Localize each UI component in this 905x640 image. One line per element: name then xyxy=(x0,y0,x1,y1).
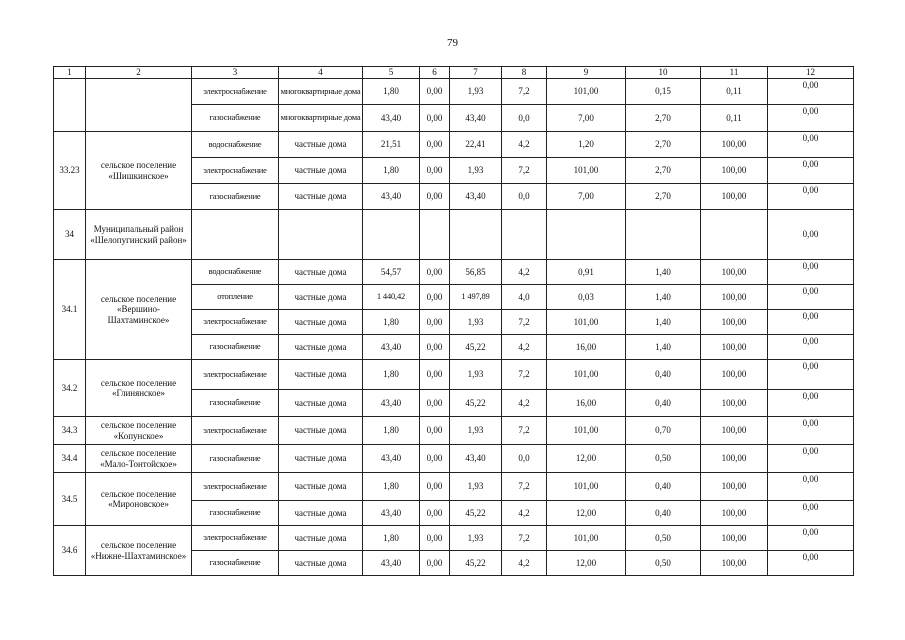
value-cell: 1,80 xyxy=(363,473,420,501)
housing-type-cell: многоквартирные дома xyxy=(279,79,363,105)
value-cell: 100,00 xyxy=(701,184,768,210)
value-cell: 0,00 xyxy=(768,310,854,335)
value-cell: 1,40 xyxy=(626,285,701,310)
value-cell: 1,80 xyxy=(363,310,420,335)
value-cell: 0,40 xyxy=(626,360,701,390)
value-cell: 22,41 xyxy=(450,132,502,158)
table-row xyxy=(54,260,854,285)
value-cell: 100,00 xyxy=(701,445,768,473)
value-cell: 21,51 xyxy=(363,132,420,158)
value-cell: 100,00 xyxy=(701,360,768,390)
value-cell: 0,00 xyxy=(768,551,854,576)
service-cell: газоснабжение xyxy=(192,184,279,210)
service-cell: электроснабжение xyxy=(192,417,279,445)
value-cell xyxy=(363,210,420,260)
value-cell: 43,40 xyxy=(363,105,420,132)
header-row xyxy=(54,67,854,79)
table-row xyxy=(54,360,854,390)
value-cell: 2,70 xyxy=(626,132,701,158)
value-cell: 12,00 xyxy=(547,445,626,473)
value-cell: 1,93 xyxy=(450,310,502,335)
service-cell: электроснабжение xyxy=(192,158,279,184)
housing-type-cell: частные дома xyxy=(279,335,363,360)
settlement-cell: сельское поселение «Глинянское» xyxy=(86,360,192,417)
value-cell: 100,00 xyxy=(701,335,768,360)
value-cell: 12,00 xyxy=(547,501,626,526)
value-cell: 1,40 xyxy=(626,310,701,335)
value-cell: 100,00 xyxy=(701,501,768,526)
value-cell: 0,50 xyxy=(626,526,701,551)
value-cell: 0,00 xyxy=(768,501,854,526)
value-cell: 0,00 xyxy=(420,390,450,417)
row-number-cell: 34.6 xyxy=(54,526,86,576)
value-cell: 0,0 xyxy=(502,184,547,210)
value-cell: 100,00 xyxy=(701,551,768,576)
value-cell: 0,00 xyxy=(768,526,854,551)
value-cell: 1,80 xyxy=(363,417,420,445)
service-cell: электроснабжение xyxy=(192,526,279,551)
value-cell: 0,00 xyxy=(768,473,854,501)
value-cell: 0,03 xyxy=(547,285,626,310)
value-cell: 43,40 xyxy=(450,445,502,473)
value-cell: 0,00 xyxy=(768,158,854,184)
value-cell: 0,91 xyxy=(547,260,626,285)
value-cell: 2,70 xyxy=(626,158,701,184)
value-cell: 1,93 xyxy=(450,158,502,184)
service-cell: электроснабжение xyxy=(192,79,279,105)
housing-type-cell: частные дома xyxy=(279,285,363,310)
value-cell: 0,11 xyxy=(701,105,768,132)
housing-type-cell: частные дома xyxy=(279,417,363,445)
value-cell: 0,00 xyxy=(420,551,450,576)
tariff-table xyxy=(53,66,854,576)
value-cell: 1 497,89 xyxy=(450,285,502,310)
value-cell: 1,40 xyxy=(626,335,701,360)
value-cell xyxy=(450,210,502,260)
value-cell: 101,00 xyxy=(547,360,626,390)
value-cell: 0,40 xyxy=(626,390,701,417)
row-number-cell: 34.3 xyxy=(54,417,86,445)
value-cell: 0,00 xyxy=(768,184,854,210)
value-cell: 100,00 xyxy=(701,310,768,335)
value-cell: 0,00 xyxy=(420,310,450,335)
housing-type-cell: частные дома xyxy=(279,260,363,285)
column-header: 5 xyxy=(363,67,420,79)
settlement-cell: сельское поселение «Вершино-Шахтаминское» xyxy=(86,260,192,360)
value-cell: 45,22 xyxy=(450,390,502,417)
value-cell: 43,40 xyxy=(363,501,420,526)
value-cell: 1,80 xyxy=(363,360,420,390)
value-cell: 1 440,42 xyxy=(363,285,420,310)
value-cell: 100,00 xyxy=(701,285,768,310)
value-cell: 2,70 xyxy=(626,184,701,210)
column-header: 6 xyxy=(420,67,450,79)
value-cell: 101,00 xyxy=(547,473,626,501)
value-cell: 0,0 xyxy=(502,445,547,473)
value-cell: 7,2 xyxy=(502,79,547,105)
value-cell: 16,00 xyxy=(547,390,626,417)
service-cell: электроснабжение xyxy=(192,473,279,501)
value-cell: 43,40 xyxy=(363,184,420,210)
value-cell: 1,40 xyxy=(626,260,701,285)
value-cell: 43,40 xyxy=(450,105,502,132)
value-cell: 100,00 xyxy=(701,390,768,417)
column-header: 4 xyxy=(279,67,363,79)
table-row xyxy=(54,417,854,445)
housing-type-cell: частные дома xyxy=(279,473,363,501)
value-cell: 7,2 xyxy=(502,417,547,445)
settlement-cell xyxy=(86,79,192,132)
value-cell: 1,20 xyxy=(547,132,626,158)
service-cell: газоснабжение xyxy=(192,335,279,360)
value-cell: 43,40 xyxy=(363,551,420,576)
service-cell: электроснабжение xyxy=(192,310,279,335)
table-row xyxy=(54,79,854,105)
value-cell: 0,00 xyxy=(420,473,450,501)
row-number-cell: 34.1 xyxy=(54,260,86,360)
value-cell xyxy=(420,210,450,260)
service-cell: газоснабжение xyxy=(192,551,279,576)
value-cell: 0,50 xyxy=(626,445,701,473)
settlement-cell: сельское поселение «Мало-Тонтойское» xyxy=(86,445,192,473)
value-cell: 56,85 xyxy=(450,260,502,285)
column-header: 11 xyxy=(701,67,768,79)
value-cell: 100,00 xyxy=(701,132,768,158)
value-cell: 4,2 xyxy=(502,501,547,526)
table-row xyxy=(54,473,854,501)
housing-type-cell: частные дома xyxy=(279,390,363,417)
value-cell: 7,00 xyxy=(547,105,626,132)
settlement-cell: сельское поселение «Шишкинское» xyxy=(86,132,192,210)
settlement-cell: сельское поселение «Мироновское» xyxy=(86,473,192,526)
value-cell: 7,2 xyxy=(502,360,547,390)
value-cell: 1,80 xyxy=(363,158,420,184)
value-cell: 0,00 xyxy=(420,417,450,445)
value-cell: 0,00 xyxy=(420,285,450,310)
service-cell: газоснабжение xyxy=(192,390,279,417)
value-cell: 101,00 xyxy=(547,526,626,551)
settlement-cell: сельское поселение «Нижне-Шахтаминское» xyxy=(86,526,192,576)
service-cell: электроснабжение xyxy=(192,360,279,390)
row-number-cell: 34.5 xyxy=(54,473,86,526)
housing-type-cell: частные дома xyxy=(279,501,363,526)
value-cell: 100,00 xyxy=(701,417,768,445)
housing-type-cell: частные дома xyxy=(279,551,363,576)
settlement-cell: сельское поселение «Копунское» xyxy=(86,417,192,445)
service-cell: водоснабжение xyxy=(192,260,279,285)
value-cell: 43,40 xyxy=(363,390,420,417)
table-row xyxy=(54,526,854,551)
value-cell: 101,00 xyxy=(547,310,626,335)
value-cell: 1,93 xyxy=(450,79,502,105)
value-cell: 100,00 xyxy=(701,158,768,184)
service-cell: газоснабжение xyxy=(192,105,279,132)
value-cell: 101,00 xyxy=(547,417,626,445)
value-cell: 0,15 xyxy=(626,79,701,105)
value-cell: 100,00 xyxy=(701,473,768,501)
value-cell: 0,00 xyxy=(420,105,450,132)
housing-type-cell: частные дома xyxy=(279,158,363,184)
value-cell: 0,00 xyxy=(420,360,450,390)
value-cell: 0,00 xyxy=(768,390,854,417)
row-number-cell xyxy=(54,79,86,132)
housing-type-cell: многоквартирные дома xyxy=(279,105,363,132)
value-cell: 0,00 xyxy=(768,417,854,445)
value-cell: 16,00 xyxy=(547,335,626,360)
settlement-cell: Муниципальный район «Шелопугинский район» xyxy=(86,210,192,260)
value-cell: 1,93 xyxy=(450,473,502,501)
value-cell: 0,50 xyxy=(626,551,701,576)
column-header: 9 xyxy=(547,67,626,79)
column-header: 3 xyxy=(192,67,279,79)
value-cell: 0,00 xyxy=(768,210,854,260)
value-cell: 0,00 xyxy=(420,132,450,158)
value-cell: 2,70 xyxy=(626,105,701,132)
value-cell: 4,0 xyxy=(502,285,547,310)
value-cell: 0,00 xyxy=(768,445,854,473)
column-header: 1 xyxy=(54,67,86,79)
value-cell: 0,00 xyxy=(768,335,854,360)
housing-type-cell: частные дома xyxy=(279,526,363,551)
value-cell: 100,00 xyxy=(701,260,768,285)
value-cell: 0,00 xyxy=(768,260,854,285)
row-number-cell: 34.4 xyxy=(54,445,86,473)
value-cell: 0,00 xyxy=(420,79,450,105)
value-cell: 7,2 xyxy=(502,473,547,501)
value-cell: 0,11 xyxy=(701,79,768,105)
value-cell: 4,2 xyxy=(502,132,547,158)
value-cell: 100,00 xyxy=(701,526,768,551)
value-cell: 1,93 xyxy=(450,360,502,390)
row-number-cell: 34 xyxy=(54,210,86,260)
housing-type-cell: частные дома xyxy=(279,184,363,210)
column-header: 7 xyxy=(450,67,502,79)
column-header: 12 xyxy=(768,67,854,79)
housing-type-cell: частные дома xyxy=(279,445,363,473)
service-cell xyxy=(192,210,279,260)
value-cell: 54,57 xyxy=(363,260,420,285)
value-cell: 0,00 xyxy=(420,158,450,184)
value-cell: 7,2 xyxy=(502,310,547,335)
value-cell: 0,00 xyxy=(768,360,854,390)
value-cell: 4,2 xyxy=(502,335,547,360)
table-row xyxy=(54,132,854,158)
value-cell: 7,2 xyxy=(502,526,547,551)
table-row xyxy=(54,210,854,260)
page-number: 79 xyxy=(447,37,458,49)
service-cell: газоснабжение xyxy=(192,501,279,526)
value-cell: 1,80 xyxy=(363,79,420,105)
service-cell: газоснабжение xyxy=(192,445,279,473)
value-cell: 0,00 xyxy=(420,184,450,210)
value-cell: 101,00 xyxy=(547,158,626,184)
value-cell: 4,2 xyxy=(502,551,547,576)
value-cell: 0,00 xyxy=(768,79,854,105)
value-cell: 43,40 xyxy=(363,335,420,360)
housing-type-cell: частные дома xyxy=(279,132,363,158)
value-cell: 4,2 xyxy=(502,260,547,285)
value-cell xyxy=(502,210,547,260)
column-header: 10 xyxy=(626,67,701,79)
row-number-cell: 34.2 xyxy=(54,360,86,417)
housing-type-cell: частные дома xyxy=(279,360,363,390)
housing-type-cell: частные дома xyxy=(279,310,363,335)
value-cell: 0,40 xyxy=(626,473,701,501)
column-header: 2 xyxy=(86,67,192,79)
value-cell: 4,2 xyxy=(502,390,547,417)
row-number-cell: 33.23 xyxy=(54,132,86,210)
value-cell: 0,00 xyxy=(768,132,854,158)
value-cell: 0,00 xyxy=(768,285,854,310)
column-header: 8 xyxy=(502,67,547,79)
value-cell: 1,80 xyxy=(363,526,420,551)
value-cell: 0,70 xyxy=(626,417,701,445)
value-cell: 45,22 xyxy=(450,551,502,576)
value-cell xyxy=(701,210,768,260)
value-cell: 1,93 xyxy=(450,417,502,445)
value-cell: 0,00 xyxy=(420,335,450,360)
value-cell xyxy=(626,210,701,260)
value-cell: 7,2 xyxy=(502,158,547,184)
service-cell: водоснабжение xyxy=(192,132,279,158)
value-cell: 45,22 xyxy=(450,335,502,360)
value-cell: 0,0 xyxy=(502,105,547,132)
value-cell: 43,40 xyxy=(363,445,420,473)
value-cell: 101,00 xyxy=(547,79,626,105)
service-cell: отопление xyxy=(192,285,279,310)
value-cell: 1,93 xyxy=(450,526,502,551)
value-cell: 0,00 xyxy=(420,501,450,526)
table-row xyxy=(54,445,854,473)
value-cell: 45,22 xyxy=(450,501,502,526)
value-cell: 12,00 xyxy=(547,551,626,576)
value-cell: 43,40 xyxy=(450,184,502,210)
value-cell: 0,40 xyxy=(626,501,701,526)
value-cell: 0,00 xyxy=(420,445,450,473)
value-cell: 0,00 xyxy=(420,260,450,285)
value-cell: 0,00 xyxy=(420,526,450,551)
housing-type-cell xyxy=(279,210,363,260)
value-cell xyxy=(547,210,626,260)
value-cell: 0,00 xyxy=(768,105,854,132)
value-cell: 7,00 xyxy=(547,184,626,210)
